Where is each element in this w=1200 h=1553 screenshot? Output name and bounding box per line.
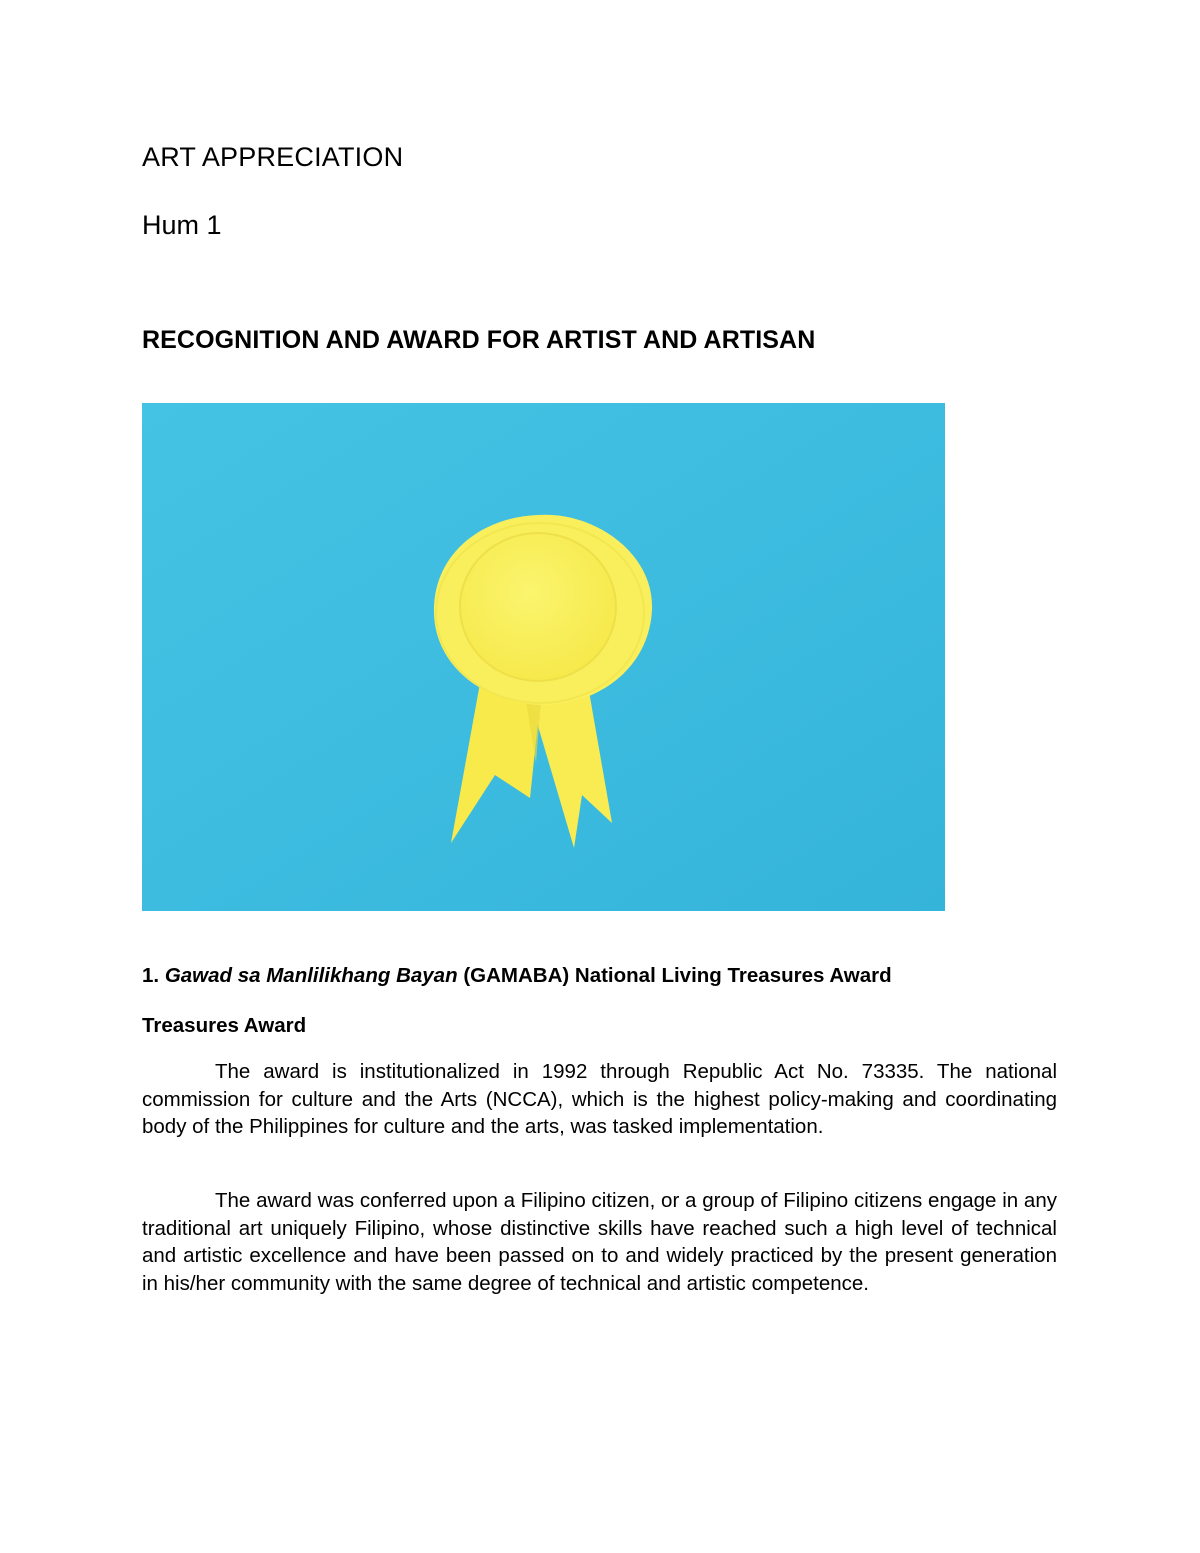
course-code: Hum 1 <box>142 210 222 240</box>
paragraph: The award was conferred upon a Filipino citizen, or a group of Filipino citizens engage in any traditional art uniquely Filipino, whose distinctive skills have reached such a high level of technical and artistic excellence and have been passed on to and widely practiced by the present generation in his/her community with the same degree of technical and artistic competence. <box>142 1189 1057 1295</box>
section-subheading: Treasures Award <box>142 1014 307 1037</box>
section-title-rest: (GAMABA) National Living Treasures Award <box>463 964 892 987</box>
section-heading <box>142 964 892 988</box>
section-title-italic: Gawad sa Manlilikhang Bayan <box>164 964 458 987</box>
section-number: 1. <box>142 964 160 987</box>
document-heading: RECOGNITION AND AWARD FOR ARTIST AND ARTISAN <box>142 326 816 354</box>
course-title: ART APPRECIATION <box>142 142 404 172</box>
paragraph: The award is institutionalized in 1992 through Republic Act No. 73335. The national commission for culture and the Arts (NCCA), which is the highest policy-making and coordinating body of the Philippines for culture and the arts, was tasked implementation. <box>142 1060 1057 1138</box>
award-ribbon-image <box>142 403 945 911</box>
